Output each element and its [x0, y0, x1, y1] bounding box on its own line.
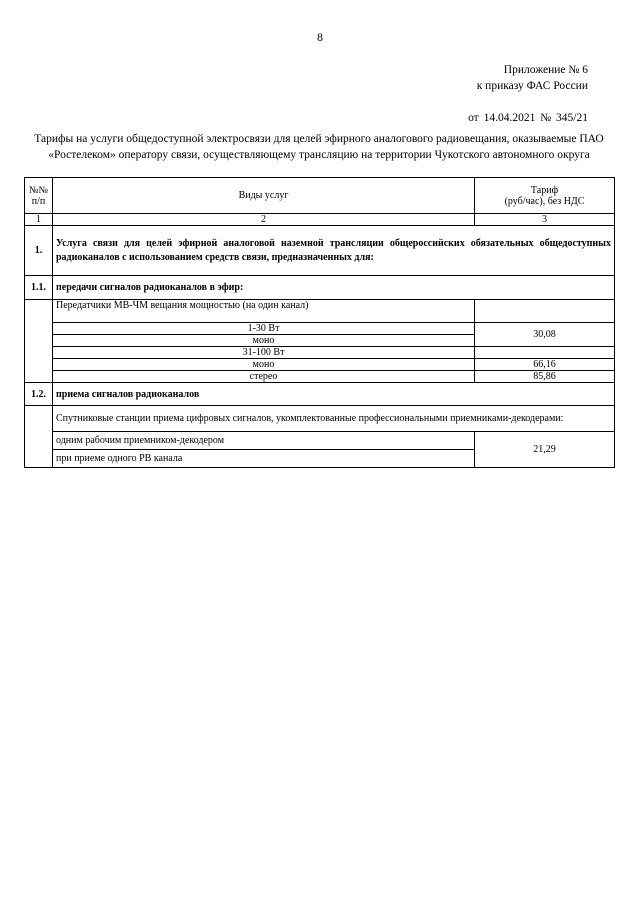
appendix-line-1: Приложение № 6 [503, 64, 588, 76]
document-title [28, 131, 610, 163]
section-1-1-text: передачи сигналов радиоканалов в эфир: [53, 276, 615, 300]
receiver-row [25, 432, 615, 450]
section-1-row [25, 226, 615, 276]
transmitters-tariff-cell [475, 300, 615, 323]
index-cell-2: 2 [53, 214, 475, 226]
tariff-mono-2: 66,16 [475, 359, 615, 371]
power-1-text: 1-30 Вт [53, 323, 475, 335]
index-row [25, 214, 615, 226]
header-no-line-1: №№ [28, 184, 49, 196]
transmitters-text: Передатчики МВ-ЧМ вещания мощностью (на один канал) [53, 300, 475, 323]
mono-2-row [25, 359, 615, 371]
appendix-block [388, 62, 588, 94]
header-tariff-line-2: (руб/час), без НДС [504, 195, 585, 207]
section-1-1-no: 1.1. [25, 276, 53, 300]
mono-2-text: моно [53, 359, 475, 371]
transmitters-no-cell [25, 300, 53, 383]
header-no [25, 178, 53, 214]
title-line-2: «Ростелеком» оператору связи, осуществляющему трансляцию на территории Чукотского автономного округа [48, 149, 590, 161]
satellite-no-cell [25, 406, 53, 468]
section-1-no: 1. [25, 226, 53, 276]
tariff-receiver: 21,29 [475, 432, 615, 468]
tariff-table [24, 177, 615, 468]
power-2-tariff-cell [475, 347, 615, 359]
index-cell-3: 3 [475, 214, 615, 226]
appendix-line-2: к приказу ФАС России [476, 80, 588, 92]
section-1-text: Услуга связи для целей эфирной аналоговой наземной трансляции общероссийских обязательных общедоступных радиоканалов с использованием средств связи, предназначенных для: [53, 226, 615, 276]
header-service: Виды услуг [53, 178, 475, 214]
power-2-text: 31-100 Вт [53, 347, 475, 359]
tariff-mono-1: 30,08 [475, 323, 615, 347]
section-1-1-row [25, 276, 615, 300]
power-1-row [25, 323, 615, 335]
section-1-2-no: 1.2. [25, 383, 53, 406]
section-1-2-text: приема сигналов радиоканалов [53, 383, 615, 406]
index-cell-1: 1 [25, 214, 53, 226]
section-1-2-row [25, 383, 615, 406]
channel-text: при приеме одного РВ канала [53, 450, 475, 468]
receiver-text: одним рабочим приемником-декодером [53, 432, 475, 450]
header-no-line-2: п/п [31, 195, 46, 207]
header-tariff-line-1: Тариф [530, 184, 559, 196]
header-tariff [475, 178, 615, 214]
mono-1-text: моно [53, 335, 475, 347]
tariff-stereo: 85,86 [475, 371, 615, 383]
power-2-row [25, 347, 615, 359]
title-line-1: Тарифы на услуги общедоступной электросвязи для целей эфирного аналогового радиовещания, оказываемые ПАО [34, 133, 604, 145]
page-number: 8 [317, 30, 323, 44]
table-header-row [25, 178, 615, 214]
transmitters-row [25, 300, 615, 323]
satellite-text: Спутниковые станции приема цифровых сигналов, укомплектованные профессиональными приемниками-декодерами: [53, 406, 615, 432]
order-reference: от 14.04.2021 № 345/21 [468, 112, 588, 124]
satellite-row [25, 406, 615, 432]
stereo-row [25, 371, 615, 383]
stereo-text: стерео [53, 371, 475, 383]
